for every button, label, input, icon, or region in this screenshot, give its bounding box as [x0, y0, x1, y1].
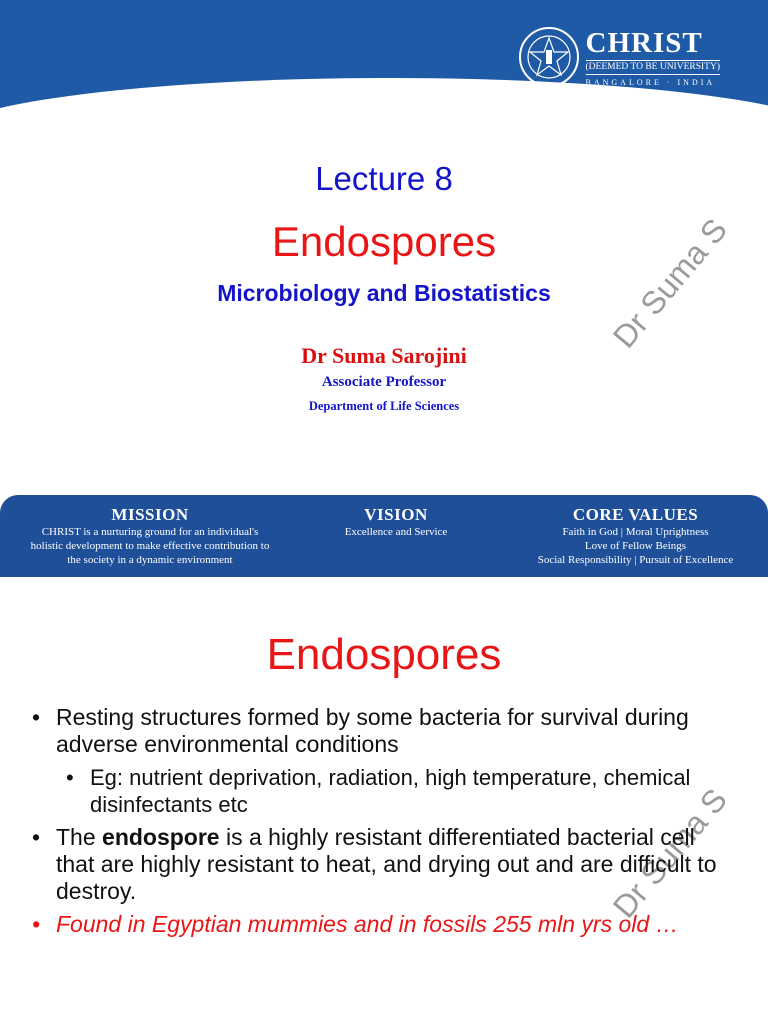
bullet-text: Eg: nutrient deprivation, radiation, high temperature, chemical disinfectants etc: [90, 765, 691, 817]
core-values-line: Love of Fellow Beings: [584, 540, 687, 552]
sub-bullet-item: [32, 764, 732, 818]
mission-line: the society in a dynamic environment: [67, 554, 233, 566]
author-position: Associate Professor: [321, 374, 447, 390]
bullet-text-post: is a highly resistant differentiated bacterial cell that are highly resistant to heat, and drying out and are difficult to destroy.: [56, 824, 717, 904]
bullet-text-pre: The: [56, 824, 103, 850]
seal-icon: [518, 26, 580, 88]
bullet-item: [32, 704, 732, 758]
logo-name: CHRIST: [585, 26, 703, 59]
bullet-marker: •: [32, 824, 41, 850]
slide-title: Endospores: [271, 218, 497, 265]
university-logo: [518, 26, 720, 88]
bullet-marker: •: [32, 911, 41, 937]
slide-title: Endospores: [266, 630, 502, 679]
department: Department of Life Sciences: [308, 399, 460, 413]
course-subject: Microbiology and Biostatistics: [217, 280, 551, 306]
vision-block: [316, 505, 476, 539]
vision-line: Excellence and Service: [344, 526, 448, 538]
bullet-text: Resting structures formed by some bacteria for survival during adverse environmental conditions: [56, 704, 689, 757]
mission-block: [5, 505, 295, 567]
vision-heading: VISION: [364, 505, 428, 524]
bullet-item: [32, 824, 732, 905]
bullet-marker: •: [32, 704, 41, 730]
core-values-heading: CORE VALUES: [572, 505, 699, 524]
mission-heading: MISSION: [111, 505, 189, 524]
bullet-item-highlight: [32, 911, 732, 938]
core-values-line: Faith in God | Moral Uprightness: [562, 526, 709, 538]
mission-line: holistic development to make effective contribution to: [30, 540, 270, 552]
mission-line: CHRIST is a nurturing ground for an individual's: [41, 526, 259, 538]
content-slide: [0, 580, 768, 1024]
core-values-line: Social Responsibility | Pursuit of Excellence: [537, 554, 734, 566]
watermark: Dr Suma S: [605, 211, 734, 355]
core-values-block: [508, 505, 763, 567]
lecture-number: Lecture 8: [315, 160, 453, 197]
logo-text: [586, 28, 720, 87]
watermark: Dr Suma S: [605, 781, 734, 925]
bullet-text-bold: endospore: [102, 824, 220, 850]
footer-band: [0, 495, 768, 577]
bullet-list: [32, 704, 732, 944]
logo-location: BANGALORE · INDIA: [585, 77, 716, 87]
bullet-marker: •: [66, 765, 74, 790]
bullet-text: Found in Egyptian mummies and in fossils 255 mln yrs old …: [56, 911, 679, 937]
author-name: Dr Suma Sarojini: [301, 343, 467, 368]
logo-subtitle: (DEEMED TO BE UNIVERSITY): [586, 60, 720, 75]
